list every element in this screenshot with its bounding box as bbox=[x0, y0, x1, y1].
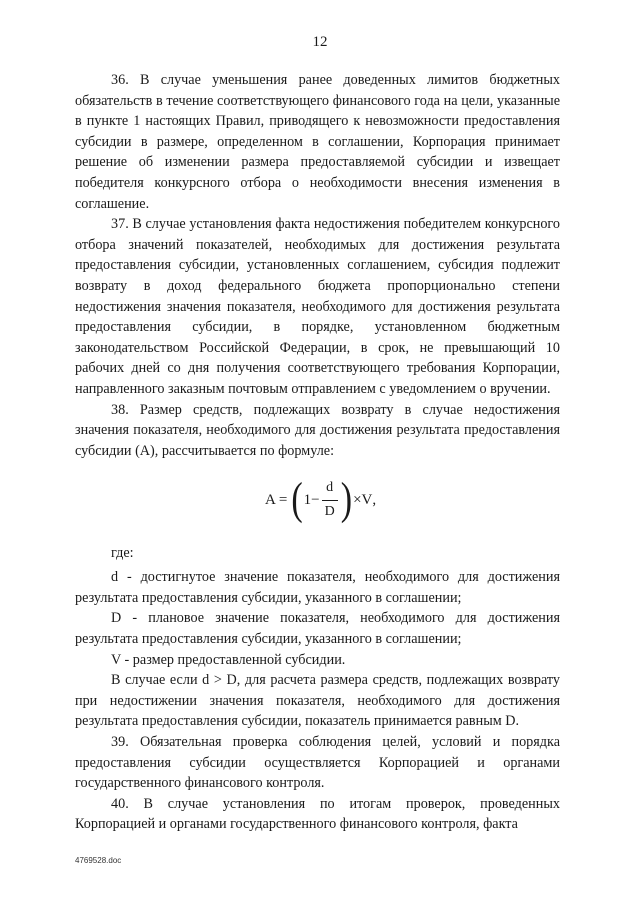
formula-right-paren: ) bbox=[340, 474, 353, 525]
paragraph-39: 39. Обязательная проверка соблюдения целей, условий и порядка предоставления субсидии осуществляется Корпорацией и органами государственного финансового контроля. bbox=[75, 734, 560, 792]
document-body bbox=[75, 70, 560, 835]
formula-equals: = bbox=[278, 491, 288, 508]
return-amount-formula bbox=[75, 461, 560, 543]
where-label: где: bbox=[111, 545, 134, 562]
definition-d: d - достигнутое значение показателя, необходимого для достижения результата предоставления субсидии, указанного в соглашении; bbox=[75, 569, 560, 606]
paragraph-40: 40. В случае установления по итогам проверок, проведенных Корпорацией и органами государственного финансового контроля, факта bbox=[75, 795, 560, 833]
formula-left-paren: ( bbox=[291, 474, 303, 525]
formula-trailing-comma: , bbox=[372, 491, 377, 508]
document-filename: 4769528.doc bbox=[75, 856, 122, 865]
formula-denominator: D bbox=[322, 500, 338, 523]
paragraph-d-greater-D: В случае если d > D, для расчета размера средств, подлежащих возврату при недостижении значения показателя, необходимого для достижения результата предоставления субсидии, показатель принимается равным D. bbox=[75, 672, 560, 730]
formula-rhs: V bbox=[361, 491, 373, 508]
formula-numerator: d bbox=[326, 480, 334, 496]
formula-times: × bbox=[353, 491, 362, 508]
paragraph-38: 38. Размер средств, подлежащих возврату в случае недостижения значения показателя, необходимого для достижения результата предоставления субсидии (А), рассчитывается по формуле: bbox=[75, 401, 560, 459]
paragraph-37: 37. В случае установления факта недостижения победителем конкурсного отбора значений показателей, необходимых для достижения результата предоставления субсидии, установленных соглашением, субсидия подлежит возврату в доход федерального бюджета пропорционально степени недостижения значения показателя, необходимого для достижения результата предоставления субсидии, в порядке, установленном бюджетным законодательством Российской Федерации, в срок, не превышающий 10 рабочих дней со дня получения соответствующего требования Корпорации, направленного заказным почтовым отправлением с уведомлением о вручении. bbox=[75, 216, 560, 397]
formula-minus: − bbox=[311, 491, 320, 508]
formula-lhs: A bbox=[265, 491, 276, 508]
definition-D: D - плановое значение показателя, необходимого для достижения результата предоставления субсидии, указанного в соглашении; bbox=[75, 610, 560, 648]
formula-fraction bbox=[322, 478, 338, 522]
paragraph-36: 36. В случае уменьшения ранее доведенных лимитов бюджетных обязательств в течение соответствующего финансового года на цели, указанные в пункте 1 настоящих Правил, приводящего к невозможности предоставления субсидии в размере, определенном в соглашении, Корпорация принимает решение об изменении размера предоставляемой субсидии и извещает победителя конкурсного отбора о необходимости внесения изменения в соглашение. bbox=[75, 72, 560, 212]
page-number: 12 bbox=[312, 34, 328, 50]
formula-one: 1 bbox=[303, 491, 312, 508]
definition-V: V - размер предоставленной субсидии. bbox=[111, 651, 346, 668]
